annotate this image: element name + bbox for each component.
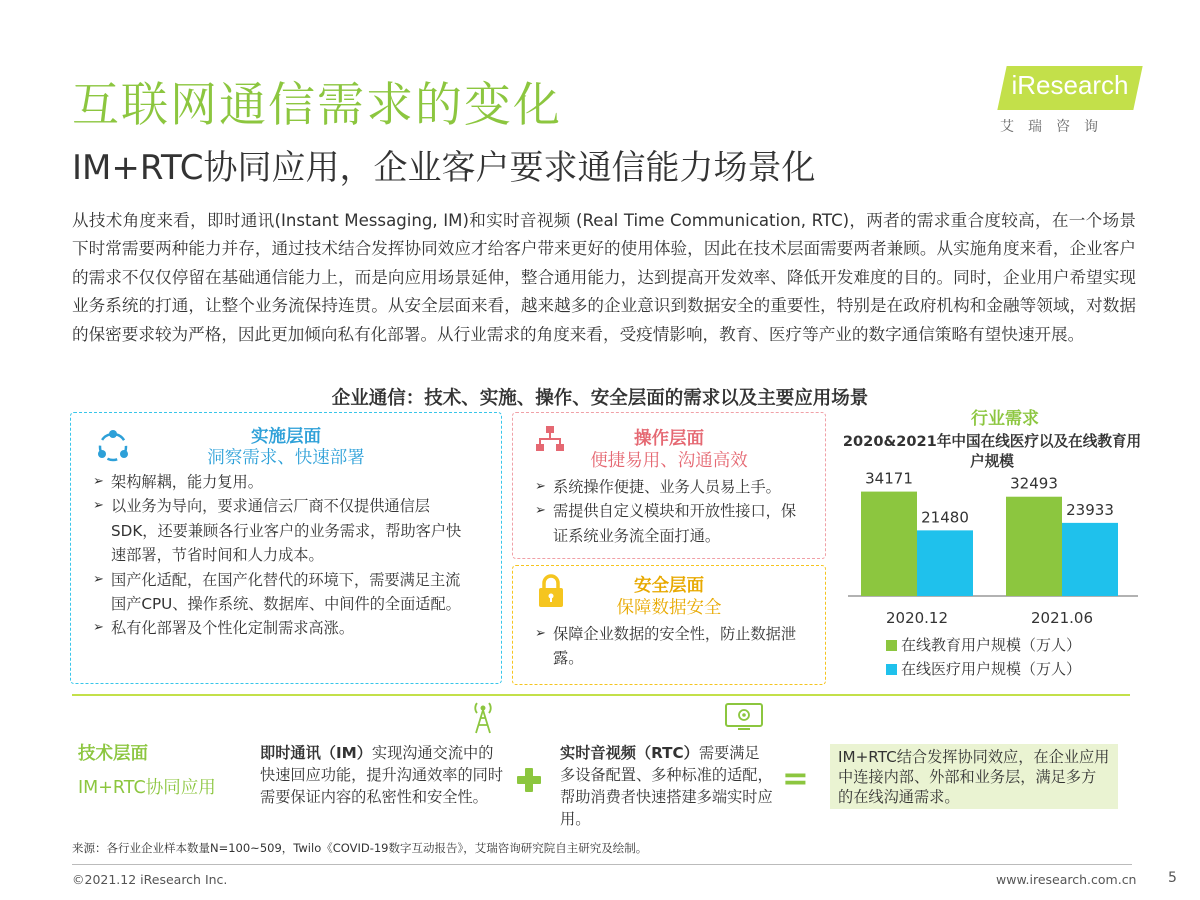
security-panel	[512, 565, 826, 685]
im-title: 即时通讯（IM）	[260, 744, 372, 762]
operation-subheading: 便捷易用、沟通高效	[590, 451, 748, 471]
list-item: ➢ 以业务为导向，要求通信云厂商不仅提供通信层SDK，还要兼顾各行业客户的业务需求，帮助客户快速部署，节省时间和人力成本。	[93, 494, 473, 567]
page-number: 5	[1168, 870, 1177, 886]
bar-2020.12-0	[861, 492, 917, 596]
logo: iResearch	[1011, 70, 1129, 100]
rtc-body: 需要满足多设备配置、多种标准的适配，帮助消费者快速搭建多端实时应用。	[560, 744, 773, 828]
implementation-subheading: 洞察需求、快速部署	[207, 448, 365, 468]
operation-heading: 操作层面	[634, 429, 704, 449]
x-tick-label: 2020.12	[885, 609, 949, 627]
legend-item-medical	[886, 658, 1081, 679]
implementation-list	[93, 470, 473, 641]
rtc-title: 实时音视频（RTC）	[560, 744, 699, 762]
logo-subtitle: 艾瑞咨询	[1000, 119, 1112, 135]
data-label: 21480	[921, 508, 969, 527]
list-item: ➢ 架构解耦，能力复用。	[93, 470, 473, 494]
legend-label: 在线教育用户规模（万人）	[901, 636, 1082, 654]
signal-tower-icon	[470, 700, 496, 734]
bar-2021.06-1	[1062, 523, 1118, 596]
legend-item-education	[886, 634, 1081, 655]
equals-sign: =	[782, 759, 809, 797]
x-tick-label: 2021.06	[1030, 609, 1094, 627]
section-title: 企业通信：技术、实施、操作、安全层面的需求以及主要应用场景	[331, 388, 869, 409]
legend-swatch-blue	[886, 664, 897, 675]
data-label: 34171	[865, 470, 913, 488]
copyright: ©2021.12 iResearch Inc.	[72, 872, 228, 887]
implementation-panel	[70, 412, 502, 684]
tech-sublabel: IM+RTC协同应用	[78, 778, 216, 798]
list-item: ➢ 保障企业数据的安全性，防止数据泄露。	[535, 622, 807, 671]
page-subtitle: IM+RTC协同应用，企业客户要求通信能力场景化	[72, 148, 816, 188]
security-list	[535, 622, 807, 671]
operation-list	[535, 475, 807, 548]
list-item: ➢ 国产化适配，在国产化替代的环境下，需要满足主流国产CPU、操作系统、数据库、中间件的全面适配。	[93, 568, 473, 617]
plus-icon	[516, 767, 542, 793]
im-body: 实现沟通交流中的快速回应功能，提升沟通效率的同时需要保证内容的私密性和安全性。	[260, 744, 503, 806]
page-title: 互联网通信需求的变化	[72, 78, 562, 133]
monitor-icon	[724, 702, 764, 732]
operation-panel	[512, 412, 826, 559]
bar-2021.06-0	[1006, 497, 1062, 596]
section-divider	[72, 694, 1130, 696]
website-link[interactable]: www.iresearch.com.cn	[996, 872, 1137, 887]
rtc-description	[560, 742, 774, 830]
legend-swatch-green	[886, 640, 897, 651]
tech-label: 技术层面	[78, 744, 148, 764]
bar-2020.12-1	[917, 530, 973, 596]
intro-paragraph: 从技术角度来看，即时通讯(Instant Messaging, IM)和实时音视频 (Real Time Communication, RTC)，两者的需求重合度较高，在一个场景下时常需要两种能力并存，通过技术结合发挥协同效应才给客户带来更好的使用体验，因此在技术层面需要两者兼顾。从实施角度来看，企业客户的需求不仅仅停留在基础通信能力上，而是向应用场景延伸，整合通用能力，达到提高开发效率、降低开发难度的目的。同时，企业用户希望实现业务系统的打通，让整个业务流保持连贯。从安全层面来看，越来越多的企业意识到数据安全的重要性，特别是在政府机构和金融等领域，对数据的保密要求较为严格，因此更加倾向私有化部署。从行业需求的角度来看，受疫情影响，教育、医疗等产业的数字通信策略有望快速开展。	[72, 211, 1136, 344]
security-heading: 安全层面	[634, 576, 704, 596]
data-label: 32493	[1010, 474, 1058, 493]
list-item: ➢ 系统操作便捷、业务人员易上手。	[535, 475, 807, 499]
im-description	[260, 742, 506, 808]
industry-label: 行业需求	[971, 409, 1039, 429]
list-item: ➢ 私有化部署及个性化定制需求高涨。	[93, 616, 473, 640]
source-note: 来源：各行业企业样本数量N=100~509，Twilo《COVID-19数字互动报告》，艾瑞咨询研究院自主研究及绘制。	[72, 841, 648, 855]
bar-chart	[842, 470, 1142, 630]
chart-title: 2020&2021年中国在线医疗以及在线教育用户规模	[842, 433, 1142, 470]
result-box: IM+RTC结合发挥协同效应，在企业应用中连接内部、外部和业务层，满足多方的在线沟通需求。	[830, 744, 1118, 809]
data-label: 23933	[1066, 500, 1114, 519]
security-subheading: 保障数据安全	[616, 598, 722, 618]
legend-label: 在线医疗用户规模（万人）	[901, 660, 1082, 678]
list-item: ➢ 需提供自定义模块和开放性接口，保证系统业务流全面打通。	[535, 499, 807, 548]
implementation-heading: 实施层面	[251, 427, 321, 447]
footer-divider	[72, 864, 1132, 865]
